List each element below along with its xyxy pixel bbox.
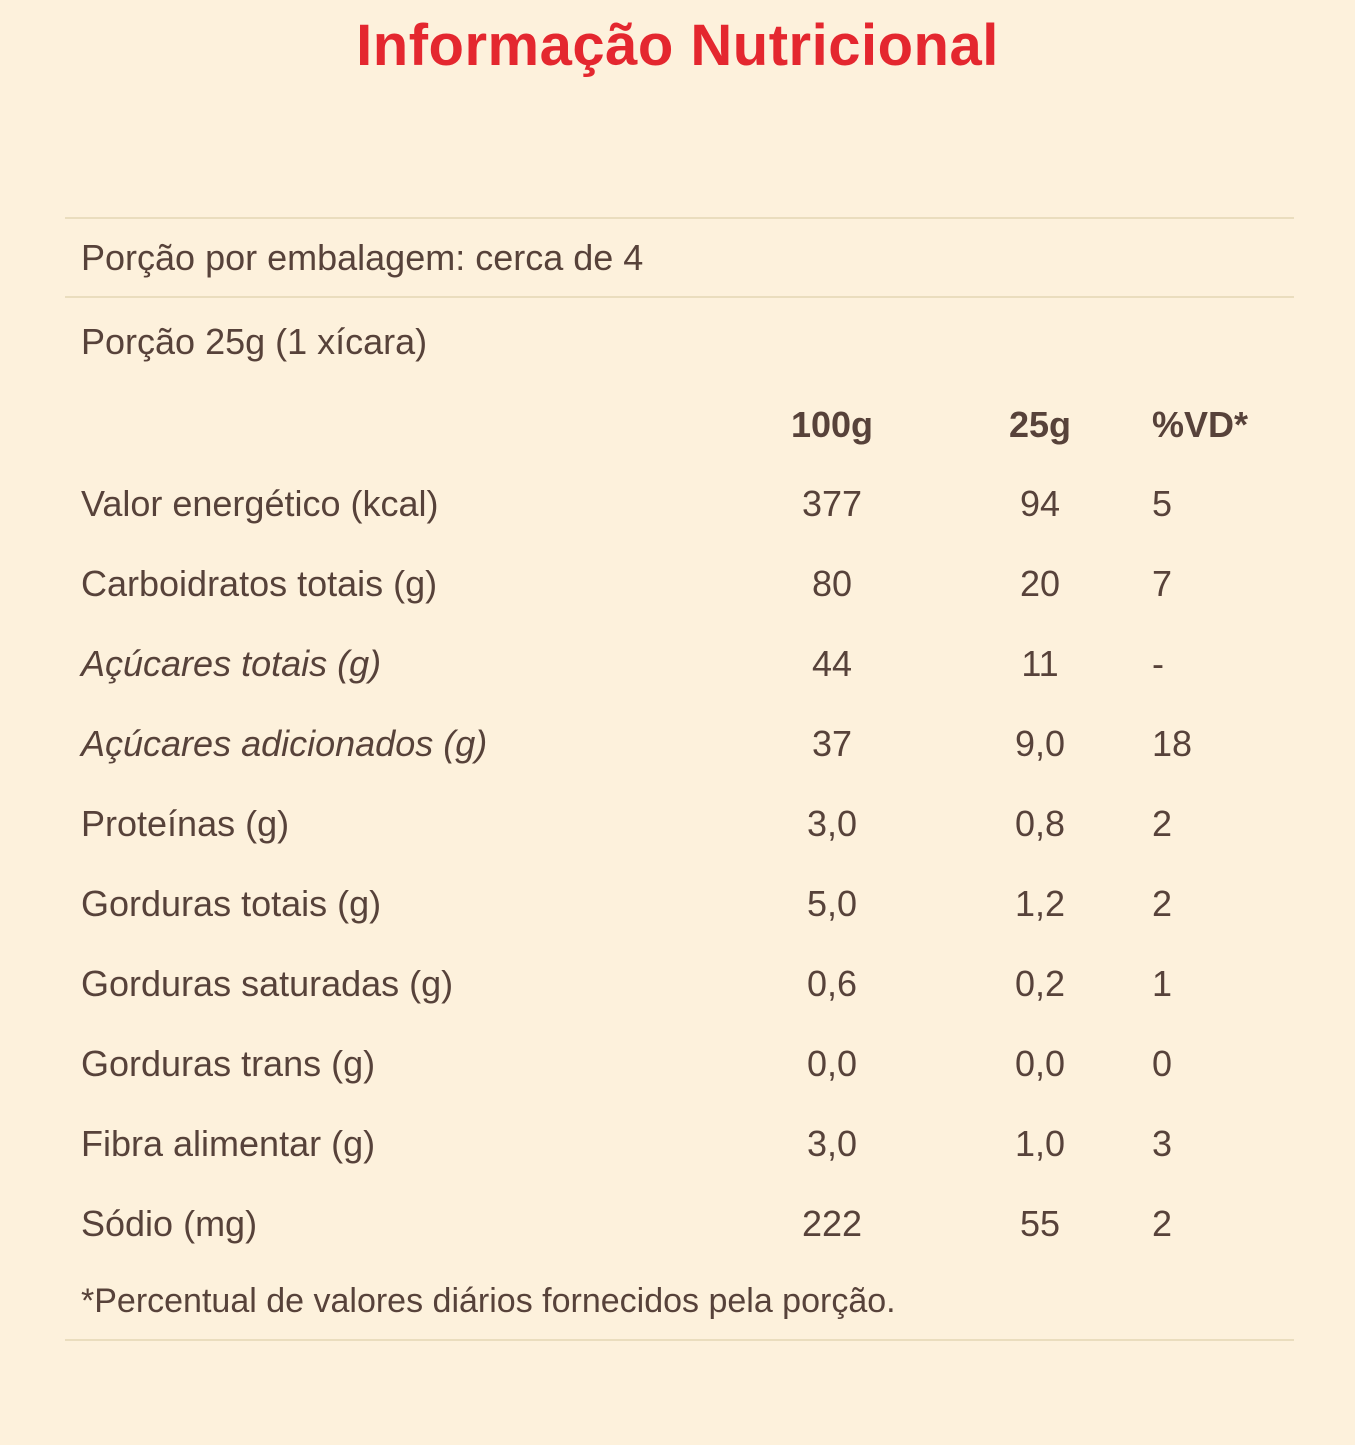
table-row-carboidratos <box>65 544 1294 624</box>
row-value-100g: 3,0 <box>806 803 858 844</box>
table-row-valor-energetico <box>65 464 1294 544</box>
row-value-25g: 11 <box>1021 643 1059 684</box>
row-label: Sódio (mg) <box>81 1203 258 1244</box>
table-row-gorduras-totais <box>65 864 1294 944</box>
table-row-fibra-alimentar <box>65 1104 1294 1184</box>
row-value-vd: 2 <box>1152 1203 1173 1244</box>
row-label: Açúcares adicionados (g) <box>81 723 488 764</box>
row-value-100g: 0,6 <box>806 963 858 1004</box>
table-row-proteinas <box>65 784 1294 864</box>
row-value-25g: 1,0 <box>1014 1123 1066 1164</box>
row-value-100g: 80 <box>811 563 853 604</box>
row-value-100g: 44 <box>811 643 853 684</box>
serving-size-text: Porção 25g (1 xícara) <box>81 321 428 362</box>
footnote-row <box>65 1264 1294 1339</box>
table-row-acucares-totais <box>65 624 1294 704</box>
row-value-vd: 5 <box>1152 483 1173 524</box>
table-row-gorduras-trans <box>65 1024 1294 1104</box>
row-value-vd: 7 <box>1152 563 1173 604</box>
table-row-acucares-adicionados <box>65 704 1294 784</box>
row-label: Proteínas (g) <box>81 803 290 844</box>
servings-per-package-text: Porção por embalagem: cerca de 4 <box>81 236 644 278</box>
row-value-vd: 1 <box>1152 963 1173 1004</box>
row-value-vd: 0 <box>1152 1043 1173 1084</box>
row-label: Carboidratos totais (g) <box>81 563 438 604</box>
row-value-100g: 0,0 <box>806 1043 858 1084</box>
column-header-25g: 25g <box>1008 404 1072 445</box>
table-header-row <box>65 386 1294 464</box>
nutrition-panel <box>65 217 1294 1341</box>
row-value-25g: 1,2 <box>1014 883 1066 924</box>
row-value-25g: 20 <box>1019 563 1061 604</box>
page-title: Informação Nutricional <box>356 13 999 78</box>
servings-per-package-row <box>65 219 1294 298</box>
row-value-vd: 2 <box>1152 883 1173 924</box>
column-header-vd: %VD* <box>1152 404 1249 445</box>
row-value-25g: 0,2 <box>1014 963 1066 1004</box>
table-row-gorduras-saturadas <box>65 944 1294 1024</box>
row-value-100g: 5,0 <box>806 883 858 924</box>
row-value-25g: 55 <box>1019 1203 1061 1244</box>
row-label: Fibra alimentar (g) <box>81 1123 376 1164</box>
row-value-25g: 9,0 <box>1014 723 1066 764</box>
row-value-vd: 2 <box>1152 803 1173 844</box>
row-value-vd: 3 <box>1152 1123 1173 1164</box>
row-label: Valor energético (kcal) <box>81 483 439 524</box>
column-header-100g: 100g <box>790 404 874 445</box>
row-value-25g: 94 <box>1019 483 1061 524</box>
row-label: Gorduras trans (g) <box>81 1043 376 1084</box>
footnote-text: *Percentual de valores diários fornecidos pela porção. <box>81 1282 896 1320</box>
row-value-25g: 0,8 <box>1014 803 1066 844</box>
row-value-25g: 0,0 <box>1014 1043 1066 1084</box>
row-label: Gorduras totais (g) <box>81 883 382 924</box>
row-value-100g: 377 <box>801 483 863 524</box>
row-value-vd: 18 <box>1152 723 1193 764</box>
row-value-vd: - <box>1152 643 1164 684</box>
row-value-100g: 3,0 <box>806 1123 858 1164</box>
row-value-100g: 37 <box>811 723 853 764</box>
table-row-sodio <box>65 1184 1294 1264</box>
serving-size-row <box>65 298 1294 386</box>
row-label: Açúcares totais (g) <box>81 643 382 684</box>
row-label: Gorduras saturadas (g) <box>81 963 454 1004</box>
row-value-100g: 222 <box>801 1203 863 1244</box>
